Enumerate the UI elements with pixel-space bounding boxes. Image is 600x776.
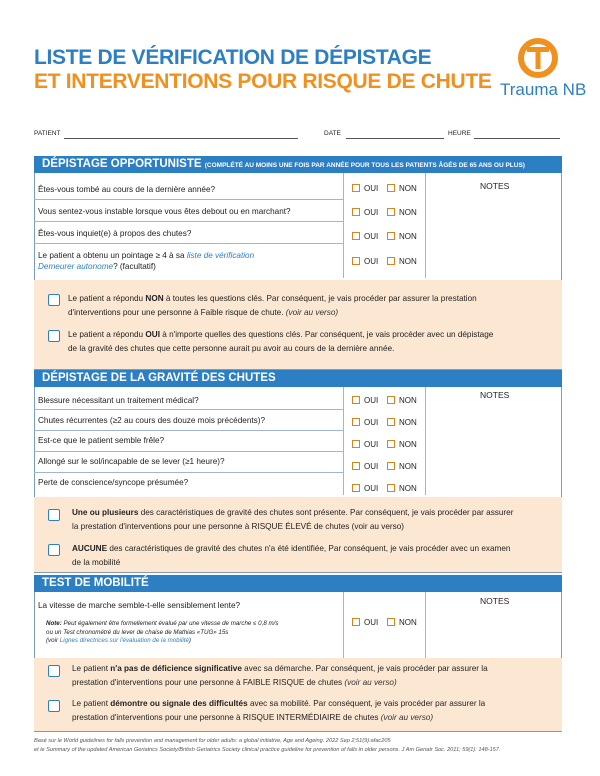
severity-screening-option-checkbox[interactable] [48,330,60,342]
section-2-header [34,370,562,387]
logo-text: Trauma NB [500,80,587,99]
oui-checkbox-s2q1[interactable] [352,396,360,404]
non-checkbox-q4[interactable] [387,257,395,265]
low-risk-option-checkbox[interactable] [48,294,60,306]
non-label: NON [399,418,417,427]
non-label: NON [399,440,417,449]
severity-question-3: Est-ce que le patient semble frêle? [38,436,165,445]
non-label: NON [399,232,417,241]
non-checkbox-s2q2[interactable] [387,418,395,426]
non-label: NON [399,618,417,627]
oui-label: OUI [364,618,379,627]
section-2-title: DÉPISTAGE DE LA GRAVITÉ DES CHUTES [42,372,276,384]
section-1-title: DÉPISTAGE OPPORTUNISTE [42,158,202,170]
section-3-title: TEST DE MOBILITÉ [42,577,149,589]
question-2: Vous sentez-vous instable lorsque vous êtes debout ou en marchant? [38,207,291,216]
oui-checkbox-s2q5[interactable] [352,484,360,492]
title-line-1: LISTE DE VÉRIFICATION DE DÉPISTAGE [34,46,432,69]
oui-label: OUI [364,484,379,493]
divider [343,173,344,278]
footer-reference-2: et le Summary of the updated American Geriatrics Society/British Geriatrics Society clinical practice guideline for prevention of falls in older persons. J Am Geriatr Soc. 2011; 59(1): 148-157. [34,747,501,753]
oui-checkbox-s2q3[interactable] [352,440,360,448]
notes-label: NOTES [480,596,510,606]
title-line-2: ET INTERVENTIONS POUR RISQUE DE CHUTE [34,70,492,93]
section-3-header [34,575,562,592]
oui-label: OUI [364,418,379,427]
divider [425,387,426,495]
question-4-text: Le patient a obtenu un pointage ≥ 4 à sa [38,251,185,260]
notes-label: NOTES [480,390,510,400]
oui-label: OUI [364,184,379,193]
divider [343,592,344,658]
notes-label: NOTES [480,181,510,191]
non-label: NON [399,396,417,405]
non-checkbox-s2q5[interactable] [387,484,395,492]
oui-checkbox-q1[interactable] [352,184,360,192]
mobility-exam-option-text: AUCUNE des caractéristiques de gravité des chutes n'a été identifiée, Par conséquent, je vais procéder avec un examen de la mobilité [72,544,511,567]
mobility-guidelines-link[interactable]: Lignes directrices sur l'évaluation de la mobilité [59,637,189,644]
date-field[interactable] [346,138,444,139]
question-4 [38,250,254,272]
non-label: NON [399,257,417,266]
question-3: Êtes-vous inquiet(e) à propos des chutes? [38,229,192,238]
mobility-exam-option-checkbox[interactable] [48,544,60,556]
oui-checkbox-q3[interactable] [352,232,360,240]
non-checkbox-s2q4[interactable] [387,462,395,470]
row-divider [34,472,343,473]
question-4-suffix: ? (facultatif) [113,262,156,271]
oui-checkbox-s2q4[interactable] [352,462,360,470]
severity-question-5: Perte de conscience/syncope présumée? [38,478,189,487]
section-1-header [34,156,562,173]
low-risk-option-text: Le patient a répondu NON à toutes les questions clés. Par conséquent, je vais procéder par assurer la prestation d'interventions pour une personne à Faible risque de chute. (voir au verso) [68,294,477,317]
low-risk-mobility-checkbox[interactable] [48,665,60,677]
row-divider [34,451,343,452]
row-divider [34,409,343,410]
severity-question-2: Chutes récurrentes (≥2 au cours des douze mois précédents)? [38,416,266,425]
row-divider [34,199,343,200]
non-label: NON [399,484,417,493]
non-checkbox-mobility[interactable] [387,618,395,626]
checklist-link[interactable]: liste de vérification [186,251,255,260]
severity-screening-option-text: Le patient a répondu OUI à n'importe quelles des questions clés. Par conséquent, je vais procéder avec un dépistage de la gravité des chutes que cette personne aurait pu avoir au cours de la dernière année. [68,330,494,353]
row-divider [34,243,343,244]
non-label: NON [399,184,417,193]
oui-label: OUI [364,396,379,405]
heure-field[interactable] [474,138,560,139]
divider [425,173,426,278]
heure-label: HEURE [448,130,471,137]
non-checkbox-q3[interactable] [387,232,395,240]
oui-label: OUI [364,462,379,471]
oui-checkbox-q4[interactable] [352,257,360,265]
non-checkbox-q1[interactable] [387,184,395,192]
non-label: NON [399,462,417,471]
non-label: NON [399,208,417,217]
mobility-note: Note: Peut également être formellement évalué par une vitesse de marche ≤ 0,8 m/s ou un Test chronométré du lever de chaise de Mathias «TUG» 15s (voir Lignes directrices sur l'évaluation de la mobilité) [46,620,279,644]
severity-question-4: Allongé sur le sol/incapable de se lever (≥1 heure)? [38,457,225,466]
oui-label: OUI [364,232,379,241]
severity-question-1: Blessure nécessitant un traitement médical? [38,396,199,405]
demeurer-autonome-link[interactable]: Demeurer autonome [38,262,114,271]
non-checkbox-q2[interactable] [387,208,395,216]
oui-label: OUI [364,257,379,266]
patient-label: PATIENT [34,130,61,137]
question-1: Êtes-vous tombé au cours de la dernière année? [38,185,216,194]
row-divider [34,221,343,222]
high-risk-option-text: Une ou plusieurs des caractéristiques de gravité des chutes sont présente. Par conséquent, je vais procéder par assurer la prestation d'interventions pour une personne à RISQUE ÉLEVÉ de chutes (voir au verso) [72,508,514,531]
divider [425,592,426,658]
oui-label: OUI [364,208,379,217]
oui-checkbox-mobility[interactable] [352,618,360,626]
oui-checkbox-q2[interactable] [352,208,360,216]
patient-field[interactable] [64,138,298,139]
low-risk-mobility-text: Le patient n'a pas de déficience significative avec sa démarche. Par conséquent, je vais procéder par assurer la prestation d'interventions pour une personne à FAIBLE RISQUE de chutes (voir au verso) [72,664,488,687]
divider [343,387,344,495]
section-1-subtitle: (COMPLÉTÉ AU MOINS UNE FOIS PAR ANNÉE POUR TOUS LES PATIENTS ÂGÉS DE 65 ANS OU PLUS) [204,162,525,169]
mobility-question: La vitesse de marche semble-t-elle sensiblement lente? [38,601,241,610]
oui-label: OUI [364,440,379,449]
intermediate-risk-text: Le patient démontre ou signale des difficultés avec sa mobilité. Par conséquent, je vais procéder par assurer la prestation d'interventions pour une personne à RISQUE INTERMÉDIAIRE de chutes (voir au verso) [72,699,486,722]
oui-checkbox-s2q2[interactable] [352,418,360,426]
high-risk-option-checkbox[interactable] [48,509,60,521]
non-checkbox-s2q3[interactable] [387,440,395,448]
date-label: DATE [324,130,341,137]
row-divider [34,430,343,431]
footer-reference-1: Basé sur le World guidelines for falls prevention and management for older adults: a global initiative, Age and Ageing. 2022 Sep 2;51(9):afac205 [34,738,391,744]
intermediate-risk-checkbox[interactable] [48,700,60,712]
non-checkbox-s2q1[interactable] [387,396,395,404]
